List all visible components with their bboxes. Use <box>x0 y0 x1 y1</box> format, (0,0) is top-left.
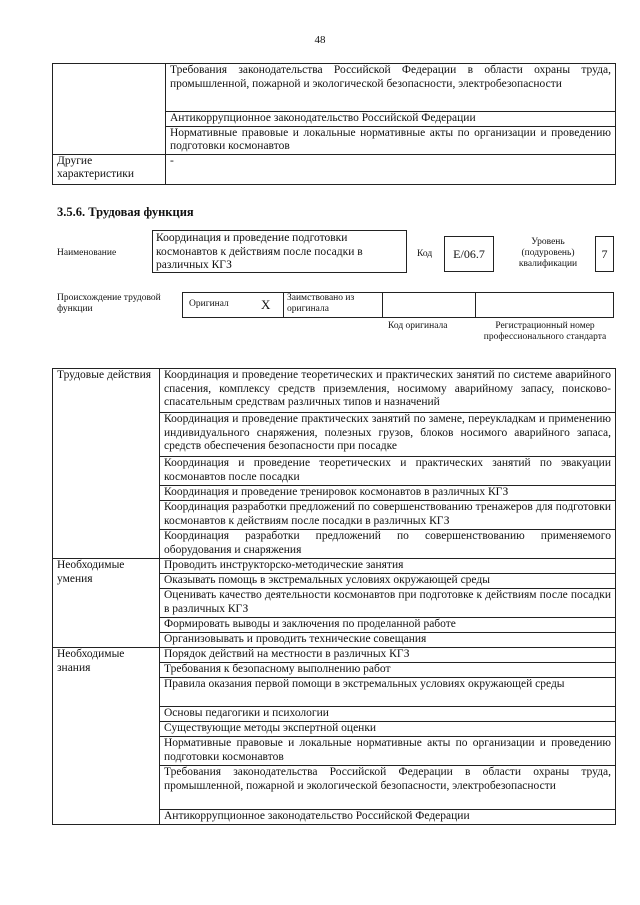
table-cell: Оценивать качество деятельности космонавтов при подготовке к действиям после посадки в различных КГЗ <box>160 589 616 618</box>
code-original-label: Код оригинала <box>388 321 448 331</box>
table-cell: Порядок действий на местности в различных КГЗ <box>160 648 616 663</box>
page-number: 48 <box>314 34 326 46</box>
table-cell: Основы педагогики и психологии <box>160 707 616 722</box>
table-cell: Координация и проведение теоретических и практических занятий по системе аварийного спасения, комплексу средств приземления, носимому аварийному запасу, поисково-спасательным средствам различных типов и назначений <box>160 369 616 413</box>
table-cell: Координация и проведение практических занятий по замене, переукладкам и применению индивидуального снаряжения, полезных грузов, блоков носимого аварийного запаса, средств обеспечения безопасности при посадке <box>160 413 616 457</box>
code-value-box: E/06.7 <box>444 236 494 272</box>
name-label: Наименование <box>57 248 117 258</box>
table-cell: Требования к безопасному выполнению работ <box>160 663 616 678</box>
original-label: Оригинал <box>189 299 229 309</box>
table-cell: Нормативные правовые и локальные нормативные акты по организации и проведению подготовки космонавтов <box>160 737 616 766</box>
table-cell: Требования законодательства Российской Федерации в области охраны труда, промышленной, пожарной и экологической безопасности, электробезопасности <box>160 766 616 810</box>
labor-actions-label: Трудовые действия <box>53 369 160 559</box>
knowledge-label: Необходимые знания <box>53 648 160 825</box>
code-label: Код <box>417 249 433 259</box>
table-cell: Формировать выводы и заключения по проделанной работе <box>160 618 616 633</box>
original-mark: X <box>261 297 271 312</box>
origin-label: Происхождение трудовой функции <box>57 293 161 314</box>
section-title: 3.5.6. Трудовая функция <box>57 205 194 219</box>
table-cell: Антикоррупционное законодательство Российской Федерации <box>160 810 616 825</box>
top-table <box>52 63 616 185</box>
table-cell: Координация и проведение тренировок космонавтов в различных КГЗ <box>160 486 616 501</box>
table-cell: Нормативные правовые и локальные нормативные акты по организации и проведению подготовки космонавтов <box>166 126 616 154</box>
table-cell: Требования законодательства Российской Федерации в области охраны труда, промышленной, пожарной и экологической безопасности, электробезопасности <box>166 64 616 112</box>
reg-number-label: Регистрационный номер профессионального стандарта <box>483 321 607 342</box>
table-cell: Антикоррупционное законодательство Российской Федерации <box>166 112 616 127</box>
table-cell: Проводить инструкторско-методические занятия <box>160 559 616 574</box>
skills-label: Необходимые умения <box>53 559 160 648</box>
empty-label-cell <box>53 64 166 155</box>
table-cell: Существующие методы экспертной оценки <box>160 722 616 737</box>
labor-function-table <box>52 368 616 825</box>
other-characteristics-label: Другие характеристики <box>53 154 166 184</box>
borrowed-label: Заимствовано из оригинала <box>287 293 355 314</box>
origin-table <box>182 292 614 318</box>
level-label: Уровень (подуровень) квалификации <box>518 237 578 269</box>
function-name-box: Координация и проведение подготовки космонавтов к действиям после посадки в различных КГЗ <box>152 230 407 273</box>
table-cell: Координация разработки предложений по совершенствованию применяемого оборудования и снаряжения <box>160 530 616 559</box>
level-value-box: 7 <box>595 236 614 272</box>
table-cell: Правила оказания первой помощи в экстремальных условиях окружающей среды <box>160 678 616 707</box>
table-cell: Координация разработки предложений по совершенствованию тренажеров для подготовки космонавтов к действиям после посадки в различных КГЗ <box>160 501 616 530</box>
other-characteristics-value: - <box>166 154 616 184</box>
table-cell: Организовывать и проводить технические совещания <box>160 633 616 648</box>
table-cell: Оказывать помощь в экстремальных условиях окружающей среды <box>160 574 616 589</box>
table-cell: Координация и проведение теоретических и практических занятий по эвакуации космонавтов после посадки <box>160 457 616 486</box>
